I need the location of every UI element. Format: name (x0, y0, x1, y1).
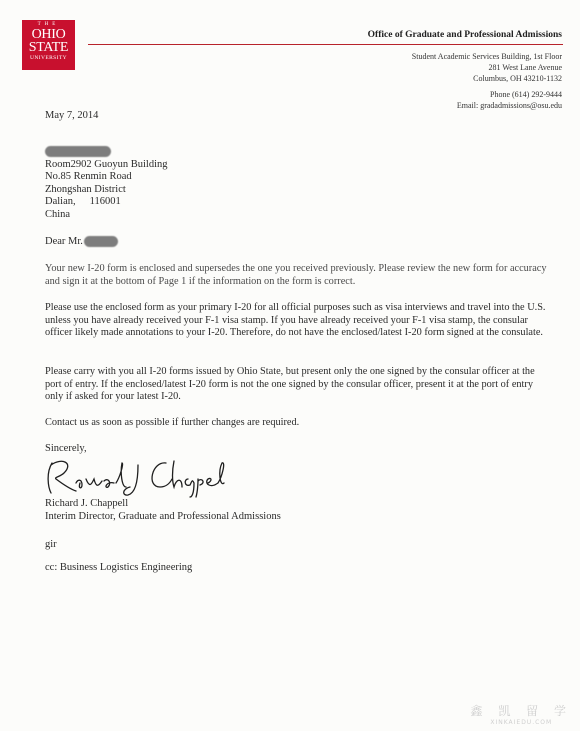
logo-university: UNIVERSITY (30, 55, 67, 61)
salutation-text: Dear Mr. (45, 236, 83, 247)
paragraph-2: Please use the enclosed form as your primary I-20 for all official purposes such as visa interviews and travel into the U.S. unless you have already received your F-1 visa stamp. If you have already received your F-1 visa stamp, the consular officer likely made annotations to your I-20. Therefore, do not have the enclosed/latest I-20 form signed at the consulate. (45, 302, 546, 339)
redacted-surname (84, 236, 118, 247)
logo-state: STATE (28, 40, 69, 55)
watermark-url: XINKAIEDU.COM (490, 719, 553, 726)
typist-initials: gir (45, 539, 57, 550)
recipient-city-line (45, 196, 168, 209)
letter-date: May 7, 2014 (45, 110, 99, 121)
address-line: Student Academic Services Building, 1st Floor (411, 52, 562, 61)
logo-ohio: OHIO (31, 27, 66, 42)
signer-title: Interim Director, Graduate and Professional Admissions (45, 511, 281, 522)
redacted-name (45, 146, 111, 157)
recipient-city: Dalian, (45, 196, 76, 208)
signer-name: Richard J. Chappell (45, 498, 129, 509)
paragraph-3: Please carry with you all I-20 forms issued by Ohio State, but present only the one signed by the consular officer at the port of entry. If the enclosed/latest I-20 form is not the one signed by the consular officer, present it at the port of entry only if asked for your latest I-20. (45, 366, 535, 403)
logo-the: THE (37, 22, 60, 27)
paragraph-4: Contact us as soon as possible if further changes are required. (45, 417, 300, 428)
recipient-room: Room2902 Guoyun Building (45, 158, 168, 170)
recipient-country: China (45, 208, 71, 220)
address-line: 281 West Lane Avenue (488, 63, 562, 72)
paragraph-1: Your new I-20 form is enclosed and supersedes the one you received previously. Please review the new form for accuracy and sign it at the bottom of Page 1 if the information on the form is correct. (45, 263, 547, 287)
header-divider (88, 44, 563, 45)
recipient-street: No.85 Renmin Road (45, 171, 132, 183)
office-contact (302, 89, 562, 111)
ohio-state-logo (22, 20, 75, 70)
email-address: Email: gradadmissions@osu.edu (456, 101, 562, 110)
handwritten-signature (42, 453, 227, 499)
office-address (302, 51, 562, 84)
recipient-district: Zhongshan District (45, 183, 126, 195)
watermark (471, 702, 572, 726)
watermark-chinese: 鑫 凯 留 学 (470, 704, 572, 718)
office-name: Office of Graduate and Professional Admissions (367, 30, 562, 40)
salutation (45, 236, 118, 247)
recipient-address (45, 146, 168, 222)
signer-block (45, 497, 281, 523)
cc-line: cc: Business Logistics Engineering (45, 562, 193, 573)
address-line: Columbus, OH 43210-1132 (473, 74, 562, 83)
recipient-zip: 116001 (89, 196, 121, 208)
phone-number: Phone (614) 292-9444 (490, 90, 562, 99)
closing: Sincerely, (45, 443, 87, 454)
